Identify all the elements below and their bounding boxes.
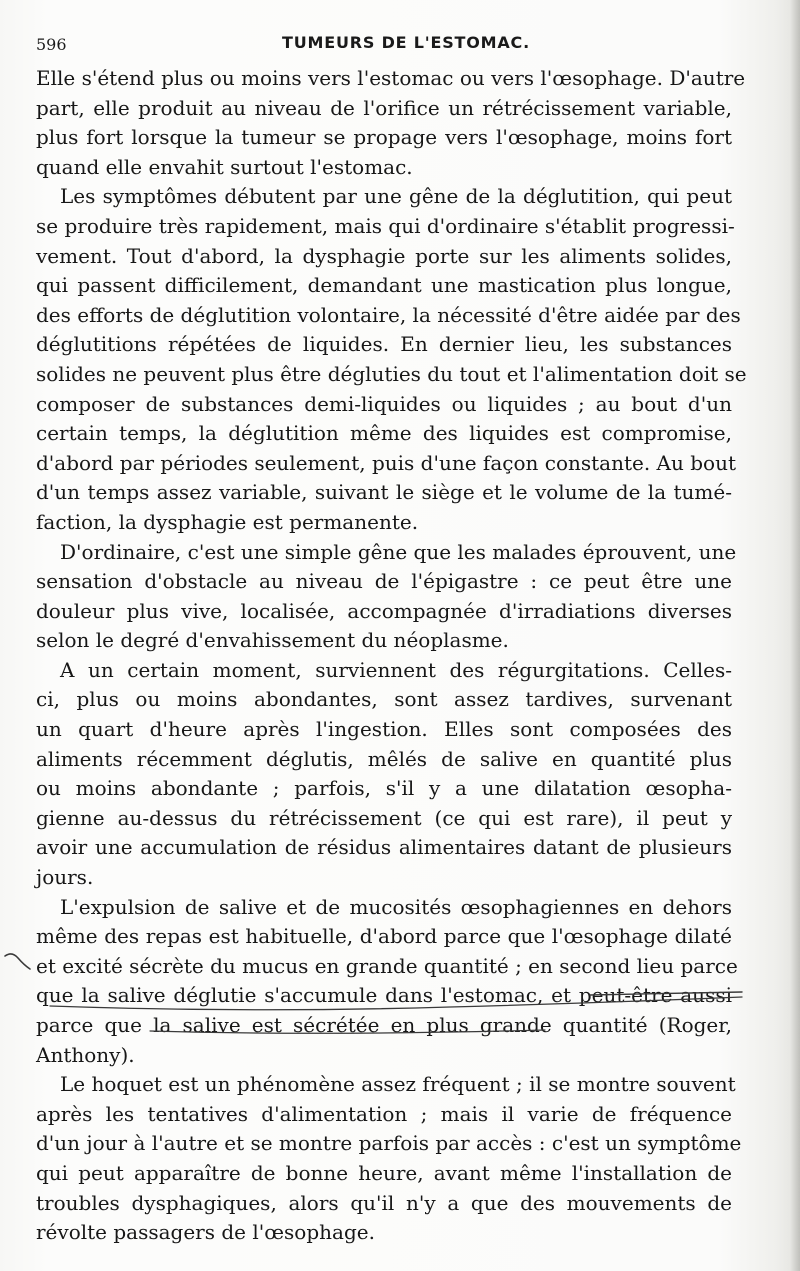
- text-line: avoir une accumulation de résidus alimentaires datant de plusieurs: [36, 835, 732, 860]
- text-line: déglutitions répétées de liquides. En dernier lieu, les substances: [36, 332, 732, 357]
- text-line: Anthony).: [36, 1042, 135, 1067]
- text-line: révolte passagers de l'œsophage.: [36, 1220, 375, 1245]
- text-line: ci, plus ou moins abondantes, sont assez tardives, survenant: [36, 687, 732, 712]
- text-line: gienne au-dessus du rétrécissement (ce qui est rare), il peut y: [36, 805, 732, 830]
- text-line: composer de substances demi-liquides ou liquides ; au bout d'un: [36, 391, 732, 416]
- text-line: L'expulsion de salive et de mucosités œsophagiennes en dehors: [60, 894, 732, 919]
- text-line: ou moins abondante ; parfois, s'il y a une dilatation œsopha-: [36, 776, 732, 801]
- text-line: A un certain moment, surviennent des régurgitations. Celles-: [60, 657, 732, 682]
- text-line: et excité sécrète du mucus en grande quantité ; en second lieu parce: [36, 953, 738, 978]
- text-line: sensation d'obstacle au niveau de l'épigastre : ce peut être une: [36, 569, 732, 594]
- text-line: quand elle envahit surtout l'estomac.: [36, 154, 413, 179]
- text-line: parce que la salive est sécrétée en plus grande quantité (Roger,: [36, 1013, 732, 1037]
- text-line: qui peut apparaître de bonne heure, avant même l'installation de: [36, 1160, 732, 1185]
- text-line: d'abord par périodes seulement, puis d'une façon constante. Au bout: [36, 450, 736, 475]
- text-line: faction, la dysphagie est permanente.: [36, 509, 419, 534]
- underline-mark: [150, 1030, 545, 1033]
- text-line: après les tentatives d'alimentation ; mais il varie de fréquence: [36, 1101, 732, 1126]
- text-line: plus fort lorsque la tumeur se propage vers l'œsophage, moins fort: [36, 125, 732, 150]
- text-line: aliments récemment déglutis, mêlés de salive en quantité plus: [36, 746, 732, 771]
- text-line: même des repas est habituelle, d'abord parce que l'œsophage dilaté: [36, 924, 732, 949]
- text-line: solides ne peuvent plus être dégluties du tout et l'alimentation doit se: [36, 361, 747, 386]
- text-line: un quart d'heure après l'ingestion. Elles sont composées des: [36, 717, 732, 742]
- text-line: que la salive déglutie s'accumule dans l'estomac, et peut-être aussi: [36, 983, 732, 1008]
- text-line: d'un temps assez variable, suivant le siège et le volume de la tumé-: [36, 480, 732, 505]
- text-line: vement. Tout d'abord, la dysphagie porte sur les aliments solides,: [36, 243, 732, 268]
- text-line: se produire très rapidement, mais qui d'ordinaire s'établit progressi-: [36, 213, 735, 238]
- text-line: douleur plus vive, localisée, accompagnée d'irradiations diverses: [36, 598, 732, 623]
- text-line: Elle s'étend plus ou moins vers l'estomac ou vers l'œsophage. D'autre: [36, 66, 746, 90]
- underline-mark: [50, 997, 742, 1010]
- strike-mark: [590, 992, 742, 995]
- margin-hook-mark: [5, 954, 30, 969]
- text-line: qui passent difficilement, demandant une mastication plus longue,: [36, 273, 732, 298]
- text-line: selon le degré d'envahissement du néoplasme.: [36, 628, 509, 653]
- text-line: troubles dysphagiques, alors qu'il n'y a que des mouvements de: [36, 1190, 732, 1215]
- text-line: part, elle produit au niveau de l'orifice un rétrécissement variable,: [36, 95, 732, 120]
- text-line: d'un jour à l'autre et se montre parfois par accès : c'est un symptôme: [36, 1131, 742, 1156]
- text-line: jours.: [36, 865, 94, 890]
- text-line: Le hoquet est un phénomène assez fréquent ; il se montre souvent: [60, 1072, 736, 1097]
- text-line: certain temps, la déglutition même des liquides est compromise,: [36, 421, 732, 446]
- text-line: des efforts de déglutition volontaire, la nécessité d'être aidée par des: [36, 302, 741, 327]
- running-title: TUMEURS DE L'ESTOMAC.: [282, 33, 530, 52]
- text-line: D'ordinaire, c'est une simple gêne que les malades éprouvent, une: [60, 539, 737, 564]
- text-line: Les symptômes débutent par une gêne de la déglutition, qui peut: [60, 184, 732, 209]
- page-number: 596: [36, 35, 67, 54]
